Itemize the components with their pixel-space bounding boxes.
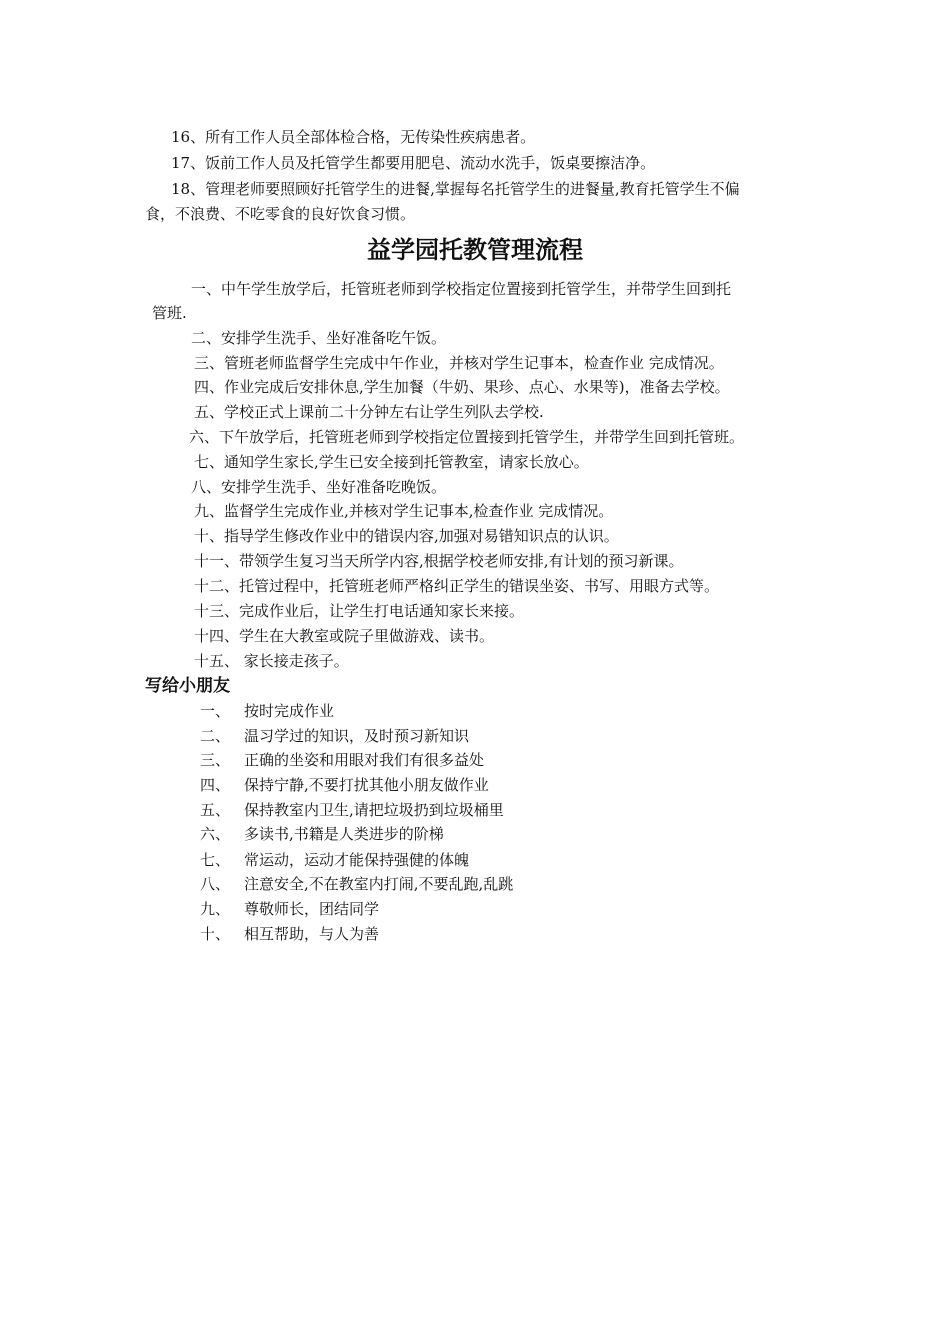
item-number: 三、 bbox=[200, 751, 231, 769]
kids-list-item bbox=[200, 874, 513, 894]
item-number: 六、 bbox=[200, 825, 231, 843]
procedure-step: 三、管班老师监督学生完成中午作业，并核对学生记事本，检查作业 完成情况。 bbox=[194, 354, 724, 372]
item-number: 一、 bbox=[200, 702, 231, 720]
procedure-step: 四、作业完成后安排休息,学生加餐（牛奶、果珍、点心、水果等)，准备去学校。 bbox=[194, 378, 730, 396]
item-text: 保持教室内卫生,请把垃圾扔到垃圾桶里 bbox=[244, 801, 504, 819]
procedure-step: 十一、带领学生复习当天所学内容,根据学校老师安排,有计划的预习新课。 bbox=[194, 552, 684, 570]
kids-list-item bbox=[200, 899, 379, 919]
procedure-step: 十、指导学生修改作业中的错误内容,加强对易错知识点的认识。 bbox=[194, 527, 619, 545]
procedure-step: 十二、托管过程中，托管班老师严格纠正学生的错误坐姿、书写、用眼方式等。 bbox=[194, 577, 720, 595]
procedure-step: 十四、学生在大教室或院子里做游戏、读书。 bbox=[194, 627, 495, 645]
kids-heading: 写给小朋友 bbox=[145, 676, 230, 696]
rule-16: 16、所有工作人员全部体检合格，无传染性疾病患者。 bbox=[171, 128, 536, 146]
rule-18: 18、管理老师要照顾好托管学生的进餐,掌握每名托管学生的进餐量,教育托管学生不偏 bbox=[171, 180, 740, 198]
item-text: 相互帮助，与人为善 bbox=[244, 925, 380, 943]
kids-list-item bbox=[200, 750, 484, 770]
rule-18-continued: 食，不浪费、不吃零食的良好饮食习惯。 bbox=[145, 205, 416, 223]
item-number: 八、 bbox=[200, 875, 231, 893]
procedure-step: 管班. bbox=[152, 304, 187, 322]
procedure-step: 十三、完成作业后，让学生打电话通知家长来接。 bbox=[194, 602, 525, 620]
item-text: 注意安全,不在教室内打闹,不要乱跑,乱跳 bbox=[244, 875, 514, 893]
procedure-step: 六、下午放学后，托管班老师到学校指定位置接到托管学生，并带学生回到托管班。 bbox=[189, 428, 745, 446]
procedure-step: 七、通知学生家长,学生已安全接到托管教室，请家长放心。 bbox=[194, 453, 589, 471]
kids-list-item bbox=[200, 924, 379, 944]
item-number: 七、 bbox=[200, 851, 231, 869]
kids-list-item bbox=[200, 850, 469, 870]
rule-17: 17、饭前工作人员及托管学生都要用肥皂、流动水洗手，饭桌要擦洁净。 bbox=[171, 154, 656, 172]
item-number: 九、 bbox=[200, 900, 231, 918]
item-text: 正确的坐姿和用眼对我们有很多益处 bbox=[244, 751, 485, 769]
item-number: 四、 bbox=[200, 776, 231, 794]
item-number: 十、 bbox=[200, 925, 231, 943]
kids-list-item bbox=[200, 824, 444, 844]
procedure-step: 一、中午学生放学后，托管班老师到学校指定位置接到托管学生，并带学生回到托 bbox=[191, 280, 732, 298]
item-number: 五、 bbox=[200, 801, 231, 819]
kids-list-item bbox=[200, 726, 469, 746]
procedure-step: 二、安排学生洗手、坐好准备吃午饭。 bbox=[191, 329, 447, 347]
item-text: 常运动，运动才能保持强健的体魄 bbox=[244, 851, 470, 869]
procedure-step: 九、监督学生完成作业,并核对学生记事本,检查作业 完成情况。 bbox=[194, 502, 614, 520]
procedure-title: 益学园托教管理流程 bbox=[367, 236, 583, 264]
procedure-step: 八、安排学生洗手、坐好准备吃晚饭。 bbox=[191, 478, 447, 496]
item-text: 温习学过的知识，及时预习新知识 bbox=[244, 727, 470, 745]
item-text: 按时完成作业 bbox=[244, 702, 335, 720]
procedure-step: 五、学校正式上课前二十分钟左右让学生列队去学校. bbox=[194, 403, 544, 421]
kids-list-item bbox=[200, 701, 334, 721]
kids-list-item bbox=[200, 775, 489, 795]
kids-list-item bbox=[200, 800, 504, 820]
item-number: 二、 bbox=[200, 727, 231, 745]
item-text: 尊敬师长，团结同学 bbox=[244, 900, 380, 918]
item-text: 保持宁静,不要打扰其他小朋友做作业 bbox=[244, 776, 489, 794]
item-text: 多读书,书籍是人类进步的阶梯 bbox=[244, 825, 444, 843]
procedure-step: 十五、 家长接走孩子。 bbox=[194, 652, 349, 670]
